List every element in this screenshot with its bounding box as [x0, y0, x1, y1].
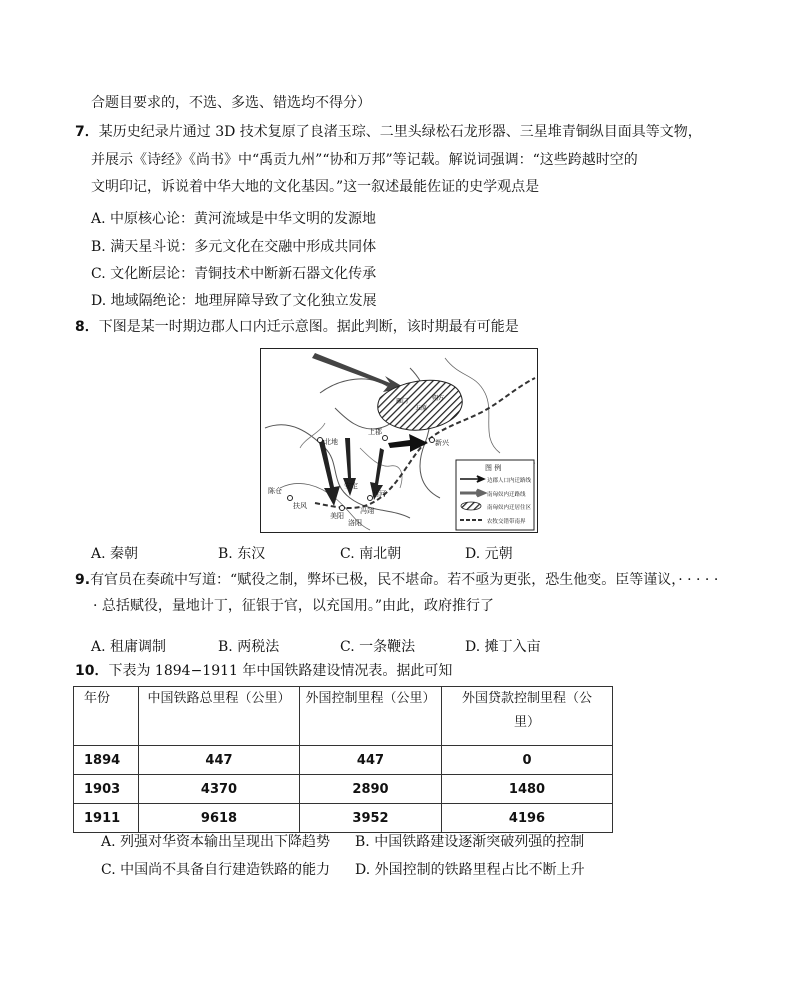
option-a: A. 中原核心论：黄河流域是中华文明的发源地: [91, 211, 377, 227]
table-cell: 2890: [300, 775, 442, 804]
table-cell: 9618: [139, 804, 300, 833]
table-cell: 1480: [442, 775, 613, 804]
table-cell: 4196: [442, 804, 613, 833]
question-stem: 下图是某一时期边郡人口内迁示意图。据此判断，该时期最有可能是: [98, 319, 519, 335]
table-header: 中国铁路总里程（公里）: [139, 687, 300, 746]
map-label: 雁门: [396, 398, 409, 405]
table-row: [74, 746, 613, 775]
table-header: 外国控制里程（公里）: [300, 687, 442, 746]
map-label: 北地: [324, 438, 338, 446]
options: [91, 636, 541, 656]
question-number: 8．: [75, 319, 99, 335]
option-a: A. 秦朝: [91, 546, 139, 562]
legend-item: 农牧交错带南界: [487, 519, 526, 525]
option-c: C. 文化断层论：青铜技术中断新石器文化传承: [91, 266, 377, 282]
table-cell: 1911: [74, 804, 139, 833]
question-stem-line: 文明印记，诉说着中华大地的文化基因。”这一叙述最能佐证的史学观点是: [91, 179, 540, 195]
option-b: B. 中国铁路建设逐渐突破列强的控制: [355, 834, 585, 850]
table-header: 年份: [74, 687, 139, 746]
option-c: C. 中国尚不具备自行建造铁路的能力: [101, 862, 331, 878]
option-c: C. 一条鞭法: [340, 639, 416, 655]
option-d: D. 元朝: [465, 546, 513, 562]
option-d: D. 地域隔绝论：地理屏障导致了文化独立发展: [91, 293, 377, 309]
option-d: D. 外国控制的铁路里程占比不断上升: [355, 862, 585, 878]
question-number: 7．: [75, 124, 99, 140]
map-label: 朔方: [432, 395, 445, 402]
option-c: C. 南北朝: [340, 546, 402, 562]
table-cell: 0: [442, 746, 613, 775]
option-a: A. 租庸调制: [91, 639, 167, 655]
map-label: 扶风: [293, 502, 307, 510]
question-stem-line: · 总括赋役，量地计丁，征银于官，以充国用。”由此，政府推行了: [93, 598, 495, 614]
question-stem-line: 有官员在奏疏中写道：“赋役之制，弊坏已极，民不堪命。若不亟为更张，恐生他变。臣等谨议，· · · · ·: [90, 572, 719, 588]
table-cell: 1903: [74, 775, 139, 804]
table-cell: 1894: [74, 746, 139, 775]
map-legend: [456, 460, 534, 530]
option-a: A. 列强对华资本输出呈现出下降趋势: [101, 834, 331, 850]
question-stem: 下表为 1894−1911 年中国铁路建设情况表。据此可知: [108, 663, 453, 679]
map-label: 上郡: [368, 428, 382, 436]
table-header: 外国贷款控制里程（公 里）: [442, 687, 613, 746]
table-cell: 4370: [139, 775, 300, 804]
table-row: [74, 804, 613, 833]
map-label: 陈仓: [268, 487, 282, 495]
question-stem-line: 并展示《诗经》《尚书》中“禹贡九州”“协和万邦”等记载。解说词强调：“这些跨越时空的: [91, 152, 638, 168]
legend-item: 南匈奴内迁居住区: [487, 505, 532, 511]
legend-title: 图 例: [485, 464, 502, 472]
map-label: 冯翊: [360, 507, 374, 515]
legend-item: 边郡人口内迁路线: [487, 478, 532, 484]
map-label: 五原: [415, 405, 428, 412]
table-cell: 3952: [300, 804, 442, 833]
question-number: 10．: [75, 663, 109, 679]
table-cell: 447: [139, 746, 300, 775]
map-label: 新兴: [435, 439, 449, 447]
population-migration-map: [260, 348, 538, 533]
map-label: 洛阳: [348, 519, 362, 527]
railway-table: [73, 686, 613, 833]
question-stem-line: 某历史纪录片通过 3D 技术复原了良渚玉琮、二里头绿松石龙形器、三星堆青铜纵目面具等文物，: [98, 124, 702, 140]
legend-item: 南匈奴内迁路线: [487, 492, 526, 498]
map-label: 西河: [372, 490, 386, 498]
map-label: 美阳: [330, 512, 344, 520]
header-line: 合题目要求的，不选、多选、错选均不得分）: [91, 95, 371, 111]
options: [91, 543, 513, 563]
table-cell: 447: [300, 746, 442, 775]
option-b: B. 两税法: [218, 639, 280, 655]
option-b: B. 东汉: [218, 546, 266, 562]
table-header-row: [74, 687, 613, 746]
table-row: [74, 775, 613, 804]
map-label: 安定: [344, 482, 358, 490]
question-number: 9.: [75, 572, 91, 588]
option-b: B. 满天星斗说：多元文化在交融中形成共同体: [91, 239, 377, 255]
option-d: D. 摊丁入亩: [465, 639, 541, 655]
